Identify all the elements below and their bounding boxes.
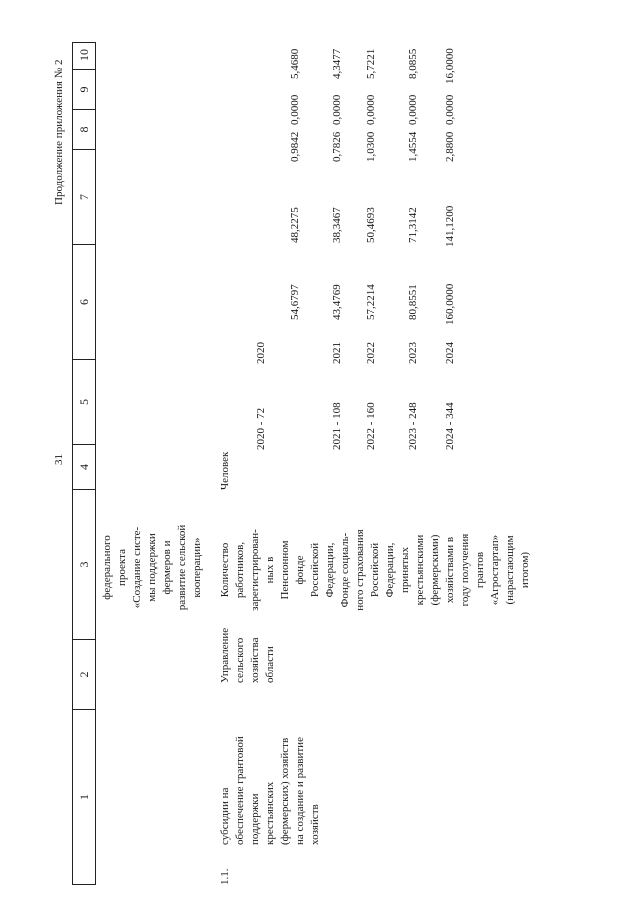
value-col-6: 160,0000 [444,283,456,325]
value-col-9: 0,0000 [365,94,377,125]
header-col-7: 7 [73,149,95,244]
row-name-line: крестьянских [264,781,276,845]
row-executor [218,628,278,683]
header-col-10: 10 [77,49,91,61]
row-unit: Человек [219,451,231,490]
value-col-6: 54,6797 [289,284,301,320]
row-number: 1.1. [219,868,231,885]
header-col-5: 5 [73,359,95,444]
prev-line: «Создание систе- [131,526,143,609]
prev-line: развитие сельской [176,524,188,611]
row-name [218,736,323,845]
header-col-4: 4 [73,444,95,489]
indicator-line: работников, [234,541,246,599]
value-col-9: 0,0000 [407,94,419,125]
year-label: 2024 [444,342,456,364]
value-col-7: 141,1200 [444,205,456,247]
header-col-3: 3 [73,489,95,639]
value-col-8: 1,0300 [365,131,377,162]
indicator-line: Пенсионном [279,540,291,600]
indicator-line: зарегистрирован- [249,529,261,611]
prev-line: кооперации» [191,537,203,598]
indicator-line: крестьянскими [414,534,426,606]
value-col-8: 0,7826 [331,131,343,162]
value-col-7: 38,3467 [331,207,343,243]
value-col-7: 71,3142 [407,207,419,243]
indicator-line: ных в [264,556,276,584]
indicator-line: (нарастающим [504,535,516,605]
value-col-8: 0,9842 [289,131,301,162]
continuation-title: Продолжение приложения № 2 [53,59,65,205]
prev-line: мы поддержки [146,533,158,602]
year-label: 2022 [365,342,377,364]
value-col-8: 1,4554 [407,131,419,162]
row-name-line: поддержки [249,793,261,845]
header-col-2: 2 [73,639,95,709]
value-col-7: 48,2275 [289,207,301,243]
value-col-10: 16,0000 [444,48,456,84]
year-target: 2022 - 160 [365,402,377,450]
indicator-line: Федерации, [324,542,336,598]
value-col-10: 5,7221 [365,48,377,79]
year-target: 2021 - 108 [331,402,343,450]
row-name-line: хозяйств [309,804,321,845]
indicator-line: «Агростартап» [489,534,501,606]
indicator-line: Российской [369,542,381,598]
row-name-line: на создание и развитие [294,737,306,845]
year-target: 2024 - 344 [444,402,456,450]
executor-line: области [264,646,276,683]
value-col-6: 57,2214 [365,284,377,320]
year-label: 2021 [331,342,343,364]
executor-line: Управление [219,627,231,683]
header-col-6: 6 [73,244,95,359]
indicator-line: фонде [294,555,306,585]
value-col-10: 4,3477 [331,48,343,79]
indicator-line: итогом) [519,551,531,589]
value-col-9: 0,0000 [444,94,456,125]
value-col-6: 43,4769 [331,284,343,320]
value-col-10: 8,0855 [407,48,419,79]
prev-line: фермеров и [161,540,173,595]
indicator-line: принятых [399,547,411,593]
indicator-line: Федерации, [384,542,396,598]
row-name-line: обеспечение грантовой [234,736,246,845]
value-col-7: 50,4693 [365,207,377,243]
value-col-6: 80,8551 [407,284,419,320]
row-indicator [218,505,533,635]
row-name-line: (фермерских) хозяйств [279,737,291,845]
indicator-line: Российской [309,542,321,598]
row-name-line: субсидии на [219,787,231,845]
value-col-9: 0,0000 [331,94,343,125]
year-label: 2020 [255,342,267,364]
prev-line: проекта [116,549,128,586]
year-target: 2020 - 72 [255,407,267,450]
indicator-line: хозяйствами в [444,536,456,604]
indicator-line: году получения [459,533,471,607]
header-col-8: 8 [73,109,95,149]
indicator-line: грантов [474,551,486,589]
indicator-line: Количество [219,542,231,598]
prev-line: федерального [101,535,113,600]
header-col-9: 9 [73,69,95,109]
indicator-line: (фермерскими) [429,534,441,606]
page-number: 31 [53,454,65,465]
executor-line: хозяйства [249,637,261,683]
year-label: 2023 [407,342,419,364]
year-target: 2023 - 248 [407,402,419,450]
prev-block-text [100,510,205,625]
indicator-line: Фонде социаль- [339,532,351,608]
column-header-row [72,42,96,885]
executor-line: сельского [234,637,246,683]
value-col-10: 5,4680 [289,48,301,79]
header-col-1: 1 [73,709,95,884]
value-col-9: 0,0000 [289,94,301,125]
value-col-8: 2,8800 [444,131,456,162]
indicator-line: ного страхования [354,529,366,611]
